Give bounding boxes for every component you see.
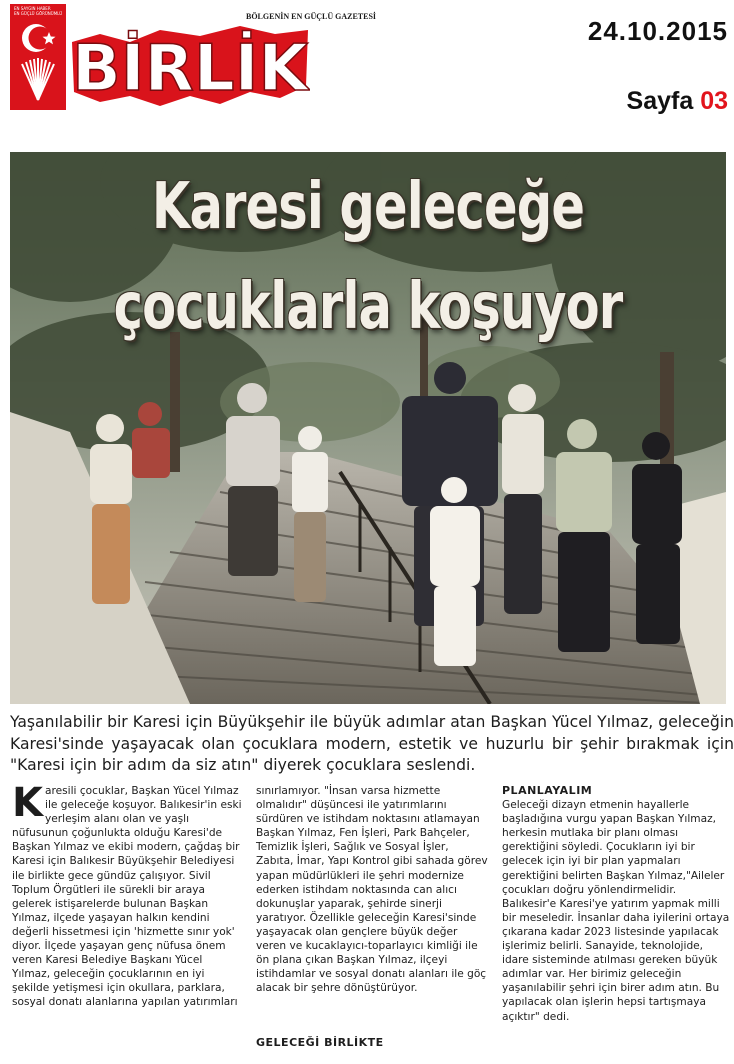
brand-tagline: BÖLGENİN EN GÜÇLÜ GAZETESİ [246, 12, 377, 21]
headline-line-2: çocuklarla koşuyor [113, 270, 623, 344]
page-word: Sayfa [626, 87, 694, 115]
logo-tag-line2: EN GÜÇLÜ GÖRÜNÜMLÜ [14, 11, 63, 16]
masthead [10, 4, 377, 116]
article-column-2 [256, 784, 488, 1049]
article-lead: Yaşanılabilir bir Karesi için Büyükşehir ile büyük adımlar atan Başkan Yücel Yılmaz, geleceğin Karesi'sinde yaşayacak olan çocuklara modern, estetik ve huzurlu bir şehir bırakmak için "Karesi için bir adım da siz atın" diyerek çocuklara seslendi. [10, 713, 734, 774]
newspaper-logo [10, 4, 66, 110]
page-indicator [627, 87, 728, 116]
crescent-star-icon [16, 20, 60, 104]
issue-date: 24.10.2015 [587, 16, 728, 46]
brand-wordmark [70, 12, 377, 106]
logo-tag-line1: EN SAYGIN HABER [14, 6, 51, 11]
column-2-subhead: GELECEĞİ BİRLİKTE [256, 1036, 384, 1049]
column-3-subhead: PLANLAYALIM [502, 784, 593, 797]
page-number: 03 [700, 87, 728, 115]
column-3-text: Geleceği dizayn etmenin hayallerle başladığına vurgu yapan Başkan Yılmaz, herkesin mutlaka bir planı olması gerektiğini söyledi. Çocukların iyi bir gelecek için iyi bir plan yapmaları gerektiğini belirten Başkan Yılmaz,"Aileler çocukları doğru yönlendirmelidir. Balıkesir'e Karesi'ye yatırım yapmak milli bir meseledir. İnsanlar daha iyilerini ortaya çıkarana kadar 2023 listesinde yapılacak işlerimiz belirli. Sanayide, teknolojide, idare sisteminde atılması gereken büyük adımlar var. Her birimiz geleceğin yaşanılabilir şehri için birer adım atın. Bu yapılacak olan işlerin hepsi tartışmaya açıktır" dedi. [502, 799, 730, 1023]
article-column-3 [502, 784, 730, 1024]
article-photo [10, 152, 726, 704]
article-column-1 [12, 780, 242, 1010]
brand-name: BİRLİK [71, 32, 309, 106]
column-2-text: sınırlamıyor. "İnsan varsa hizmette olmalıdır" düşüncesi ile yatırımlarını sürdüren ve istihdam noktasını atlamayan Başkan Yılmaz, Fen İşleri, Park Bahçeler, Temizlik İşleri, Sağlık ve Sosyal İşler, Zabıta, İmar, Yapı Kontrol gibi sahada görev yapan müdürlükleri ile şehri modernize ederken istihdam noktasında can alıcı dokunuşlar yaparak, şehirde sinerji yaratıyor. Özellikle geleceğin Karesi'sinde yaşayacak olan gençlere büyük değer veren ve kucaklayıcı-toparlayıcı kimliği ile ön plana çıkan Başkan Yılmaz, ilçeyi istihdamlar ve sosyal donatı alanları ile göç alacak bir şehre dönüştürüyor. [256, 785, 488, 995]
drop-cap: K [12, 780, 43, 826]
headline-line-1: Karesi geleceğe [151, 170, 585, 244]
column-1-text: aresili çocuklar, Başkan Yücel Yılmaz ile geleceğe koşuyor. Balıkesir'in eski yerleşim alanı olan ve yaşlı nüfusunun çoğunlukta olduğu Karesi'de Başkan Yılmaz ve ekibi modern, çağdaş bir Karesi için Balıkesir Büyükşehir Belediyesi ile birlikte gece gündüz çalışıyor. Sivil Toplum Örgütleri ile sürekli bir araya gelerek istişarelerde bulunan Başkan Yılmaz, ilçede yaşayan halkın kendini değerli hissetmesi için 'hizmette sınır yok' diyor. İlçede yaşayan genç nüfusa önem veren Karesi Belediye Başkanı Yücel Yılmaz, geleceğin çocuklarının en iyi şekilde yetişmesi için okullara, parklara, sosyal donatı alanlarına yapılan yatırımları [12, 785, 242, 1009]
